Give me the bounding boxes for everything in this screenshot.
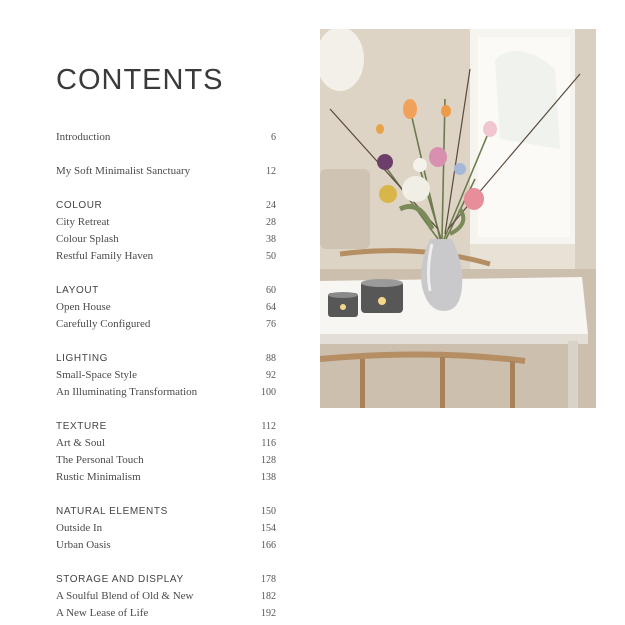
page-number: 12 [266,166,276,177]
page-number: 116 [261,438,276,449]
toc-section [56,418,276,486]
toc-section [56,571,276,622]
page-number: 60 [266,285,276,296]
section-heading-label: LAYOUT [56,285,99,296]
page-number: 178 [261,574,276,585]
section-spacer [56,333,276,350]
page-number: 112 [261,421,276,432]
page-number: 76 [266,319,276,330]
entry-title: Rustic Minimalism [56,471,141,483]
entry-title: City Retreat [56,216,110,228]
section-spacer [56,486,276,503]
section-spacer [56,180,276,197]
page-number: 138 [261,472,276,483]
toc-section [56,350,276,401]
toc-section-heading[interactable] [56,197,276,214]
toc-entry[interactable] [56,129,276,146]
page-number: 6 [271,132,276,143]
page-number: 92 [266,370,276,381]
entry-title: A Soulful Blend of Old & New [56,590,194,602]
entry-title: A New Lease of Life [56,607,149,619]
toc-section [56,503,276,554]
toc-entry[interactable] [56,248,276,265]
entry-title: Carefully Configured [56,318,151,330]
entry-title: Colour Splash [56,233,119,245]
page-number: 64 [266,302,276,313]
page-title: CONTENTS [56,64,224,96]
page-number: 88 [266,353,276,364]
toc-entry[interactable] [56,537,276,554]
section-heading-label: NATURAL ELEMENTS [56,506,168,517]
page-number: 192 [261,608,276,619]
toc-section-heading[interactable] [56,282,276,299]
toc-section [56,129,276,146]
toc-entry[interactable] [56,469,276,486]
page-number: 182 [261,591,276,602]
page-number: 166 [261,540,276,551]
page-number: 24 [266,200,276,211]
toc-section [56,282,276,333]
entry-title: The Personal Touch [56,454,144,466]
section-spacer [56,265,276,282]
page-number: 128 [261,455,276,466]
section-spacer [56,554,276,571]
entry-title: Open House [56,301,111,313]
toc-entry[interactable] [56,367,276,384]
toc-entry[interactable] [56,435,276,452]
section-heading-label: COLOUR [56,200,103,211]
toc-entry[interactable] [56,588,276,605]
entry-title: An Illuminating Transformation [56,386,198,398]
toc-entry[interactable] [56,214,276,231]
section-heading-label: TEXTURE [56,421,107,432]
toc-section-heading[interactable] [56,503,276,520]
page-number: 28 [266,217,276,228]
entry-title: Small-Space Style [56,369,137,381]
flower-vase-photo [320,29,596,408]
toc-entry[interactable] [56,384,276,401]
toc-entry[interactable] [56,452,276,469]
toc-entry[interactable] [56,163,276,180]
entry-title: My Soft Minimalist Sanctuary [56,165,191,177]
section-spacer [56,401,276,418]
page-number: 154 [261,523,276,534]
toc-entry[interactable] [56,316,276,333]
toc-section-heading[interactable] [56,418,276,435]
page-number: 50 [266,251,276,262]
page-number: 38 [266,234,276,245]
toc-section-heading[interactable] [56,350,276,367]
section-heading-label: LIGHTING [56,353,109,364]
section-heading-label: STORAGE AND DISPLAY [56,574,184,585]
toc-entry[interactable] [56,520,276,537]
section-spacer [56,146,276,163]
entry-title: Restful Family Haven [56,250,154,262]
entry-title: Art & Soul [56,437,105,449]
toc-entry[interactable] [56,231,276,248]
toc-entry[interactable] [56,605,276,622]
page-number: 150 [261,506,276,517]
entry-title: Outside In [56,522,103,534]
entry-title: Introduction [56,131,111,143]
toc-section [56,163,276,180]
table-of-contents [56,129,276,622]
toc-section-heading[interactable] [56,571,276,588]
entry-title: Urban Oasis [56,539,111,551]
toc-entry[interactable] [56,299,276,316]
toc-section [56,197,276,265]
page-number: 100 [261,387,276,398]
